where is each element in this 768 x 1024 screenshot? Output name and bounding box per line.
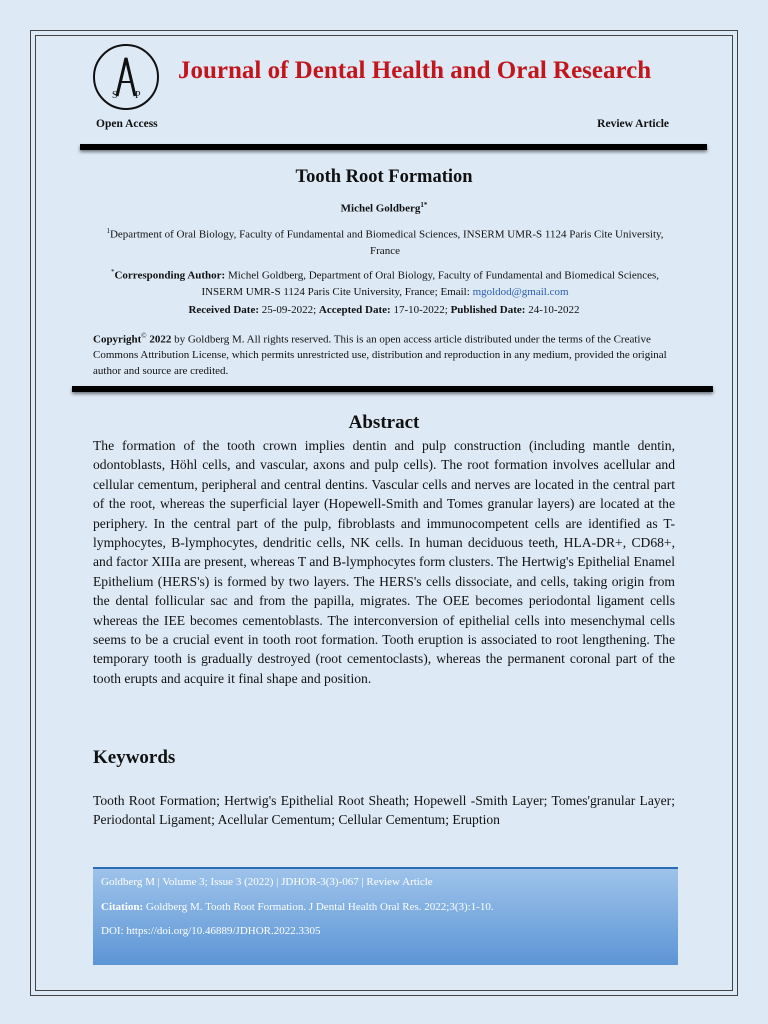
volume-info: Goldberg M | Volume 3; Issue 3 (2022) | JDHOR-3(3)-067 | Review Article (101, 876, 433, 888)
citation-label: Citation: (101, 901, 144, 913)
logo-letter-p: P (135, 90, 141, 101)
section-divider (72, 386, 713, 392)
logo-letter-s: S (112, 90, 118, 101)
affiliation-sup: 1 (106, 227, 110, 235)
doi-link[interactable]: DOI: https://doi.org/10.46889/JDHOR.2022.3305 (101, 925, 321, 937)
header-divider (80, 144, 707, 150)
keywords-text: Tooth Root Formation; Hertwig's Epithelial Root Sheath; Hopewell -Smith Layer; Tomes'granular Layer; Periodontal Ligament; Acellular Cementum; Cellular Cementum; Eruption (93, 793, 675, 828)
article-title: Tooth Root Formation (295, 167, 473, 187)
copyright-text: by Goldberg M. All rights reserved. This is an open access article distributed under the terms of the Creative Commons Attribution License, which permits unrestricted use, distribution and reproduction in any medium, provided the original author and source are credited. (93, 333, 667, 377)
keywords-heading: Keywords (93, 747, 176, 768)
corresponding-sup: * (110, 268, 115, 276)
citation-box (93, 867, 678, 965)
published-date: 24-10-2022 (525, 304, 580, 316)
journal-logo (93, 44, 159, 110)
accepted-date: 17-10-2022; (390, 304, 451, 316)
affiliation-text: Department of Oral Biology, Faculty of Fundamental and Biomedical Sciences, INSERM UMR-S 1124 Paris Cite University, France (109, 228, 664, 257)
journal-title: Journal of Dental Health and Oral Research (178, 57, 652, 84)
article-type-label: Review Article (597, 118, 669, 130)
copyright-year: 2022 (146, 333, 172, 346)
citation-line (101, 901, 494, 913)
article-dates (0, 304, 768, 316)
abstract-text: The formation of the tooth crown implies dentin and pulp construction (including mantle dentin, odontoblasts, Höhl cells, and vascular, axons and pulp cells). The root formation involves acellular and cellular cementum, peripheral and central dentins. Vascular cells and nerves are located in the central part of the root, whereas the superficial layer (Hopewell-Smith and Tomes granular layers) are located at the periphery. In the central part of the pulp, fibroblasts and immunocompetent cells are identified as T-lymphocytes, B-lymphocytes, dendritic cells, NK cells. In human deciduous teeth, HLA-DR+, CD68+, and factor XIIIa are present, whereas T and B-lymphocytes form clusters. The Hertwig's Epithelial Enamel Epithelium (HERS's) is formed by two layers. The HERS's cells dissociate, and cells, taking origin from the dental follicular sac and from the papilla, migrates. The OEE becomes periodontal ligament cells whereas the IEE becomes cementoblasts. The interconversion of epithelial cells into mesenchymal cells seems to be a crucial event in tooth root formation. Tooth eruption is associated to root lengthening. The temporary tooth is gradually destroyed (root cementoclasts), whereas the permanent coronal part of the tooth erupts and acquire it final shape and position. (93, 438, 675, 686)
author-sup: 1* (420, 201, 428, 209)
author-name (0, 201, 768, 215)
open-access-label: Open Access (96, 118, 158, 130)
accepted-label: Accepted Date: (318, 304, 391, 316)
affiliation (96, 223, 674, 259)
citation-text: Goldberg M. Tooth Root Formation. J Dental Health Oral Res. 2022;3(3):1-10. (143, 901, 494, 913)
corresponding-author (96, 264, 674, 300)
published-label: Published Date: (450, 304, 526, 316)
copyright-symbol: © (141, 332, 147, 340)
abstract-heading: Abstract (348, 412, 420, 433)
received-label: Received Date: (188, 304, 260, 316)
corresponding-label: Corresponding Author: (114, 269, 226, 282)
corresponding-text: Michel Goldberg, Department of Oral Biology, Faculty of Fundamental and Biomedical Sciences, INSERM UMR-S 1124 Paris Cite University, France; Email: (201, 269, 660, 298)
copyright-label: Copyright (93, 333, 142, 346)
logo-mark (95, 46, 157, 108)
copyright-notice (93, 329, 675, 379)
received-date: 25-09-2022; (259, 304, 319, 316)
email-link[interactable]: mgoldod@gmail.com (472, 285, 569, 298)
author-text: Michel Goldberg (340, 202, 421, 215)
